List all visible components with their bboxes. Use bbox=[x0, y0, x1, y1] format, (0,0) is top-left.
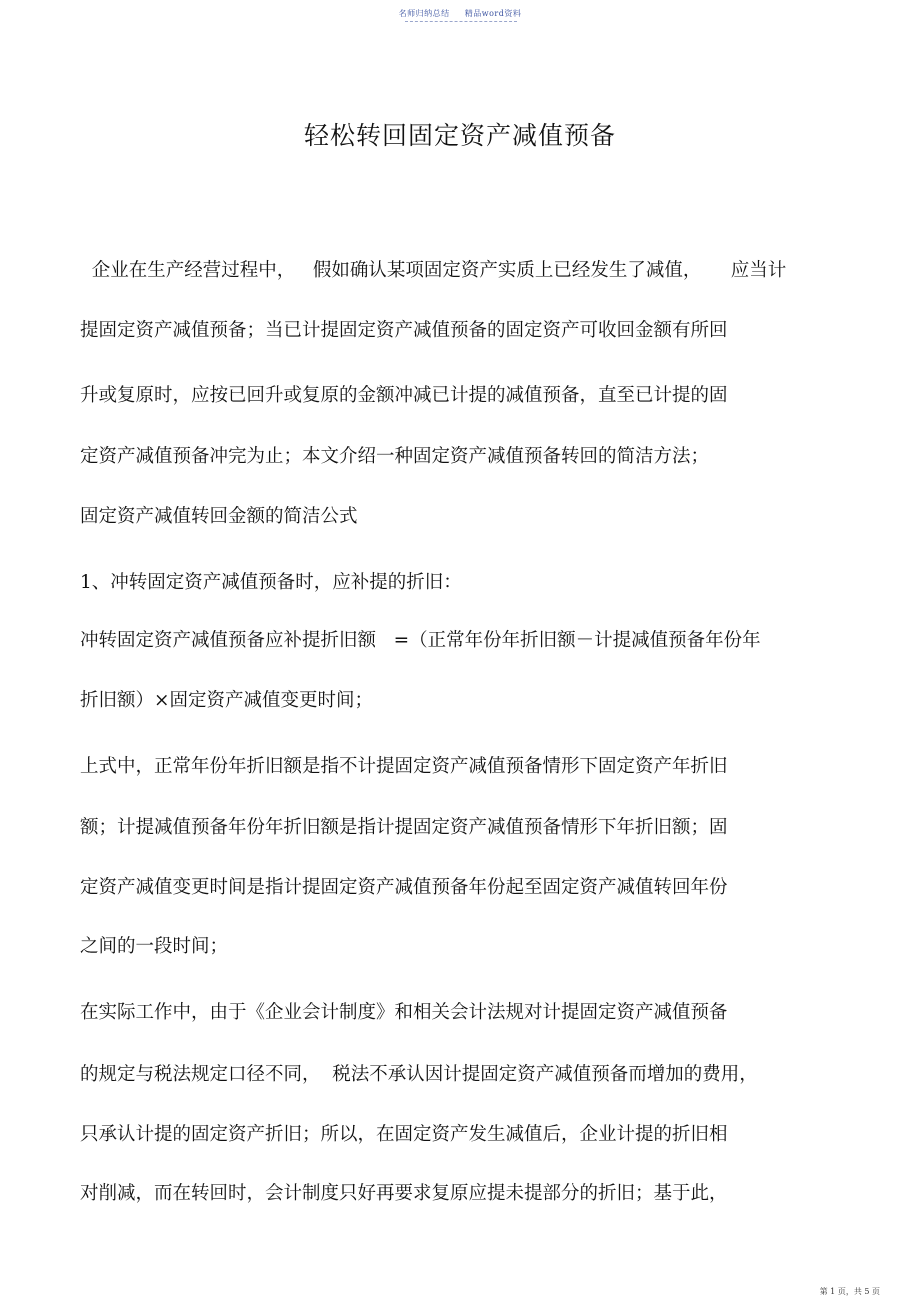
body-line: 升或复原时，应按已回升或复原的金额冲减已计提的减值预备，直至已计提的固 bbox=[80, 385, 728, 406]
document-title: 轻松转回固定资产减值预备 bbox=[303, 121, 616, 150]
body-line: 上式中，正常年份年折旧额是指不计提固定资产减值预备情形下固定资产年折旧 bbox=[80, 756, 728, 777]
body-line: 提固定资产减值预备；当已计提固定资产减值预备的固定资产可收回金额有所回 bbox=[80, 320, 728, 341]
body-line: 定资产减值变更时间是指计提固定资产减值预备年份起至固定资产减值转回年份 bbox=[80, 877, 728, 898]
body-line: 对削减，而在转回时，会计制度只好再要求复原应提未提部分的折旧；基于此， bbox=[80, 1183, 728, 1204]
body-line: 在实际工作中，由于《企业会计制度》和相关会计法规对计提固定资产减值预备 bbox=[80, 1002, 728, 1023]
body-line: 固定资产减值转回金额的简洁公式 bbox=[80, 506, 358, 527]
body-line: 只承认计提的固定资产折旧；所以，在固定资产发生减值后，企业计提的折旧相 bbox=[80, 1124, 728, 1145]
body-line: 定资产减值预备冲完为止；本文介绍一种固定资产减值预备转回的简洁方法； bbox=[80, 446, 710, 467]
header-left-text: 名师归纳总结 bbox=[398, 9, 450, 18]
body-line: 的规定与税法规定口径不同， 税法不承认因计提固定资产减值预备而增加的费用， bbox=[80, 1064, 758, 1085]
header-right-text: 精品word资料 bbox=[464, 9, 522, 18]
body-line: 额；计提减值预备年份年折旧额是指计提固定资产减值预备情形下年折旧额；固 bbox=[80, 817, 728, 838]
body-line: 之间的一段时间； bbox=[80, 936, 229, 957]
body-line: 企业在生产经营过程中， 假如确认某项固定资产实质上已经发生了减值， 应当计 bbox=[80, 260, 787, 281]
body-line: 1、冲转固定资产减值预备时，应补提的折旧： bbox=[80, 572, 462, 593]
page-number: 第 1 页，共 5 页 bbox=[819, 1287, 880, 1296]
page-header bbox=[0, 8, 920, 19]
header-divider bbox=[405, 21, 517, 22]
body-line: 冲转固定资产减值预备应补提折旧额 =（正常年份年折旧额－计提减值预备年份年 bbox=[80, 630, 761, 651]
body-line: 折旧额）×固定资产减值变更时间； bbox=[80, 690, 374, 711]
